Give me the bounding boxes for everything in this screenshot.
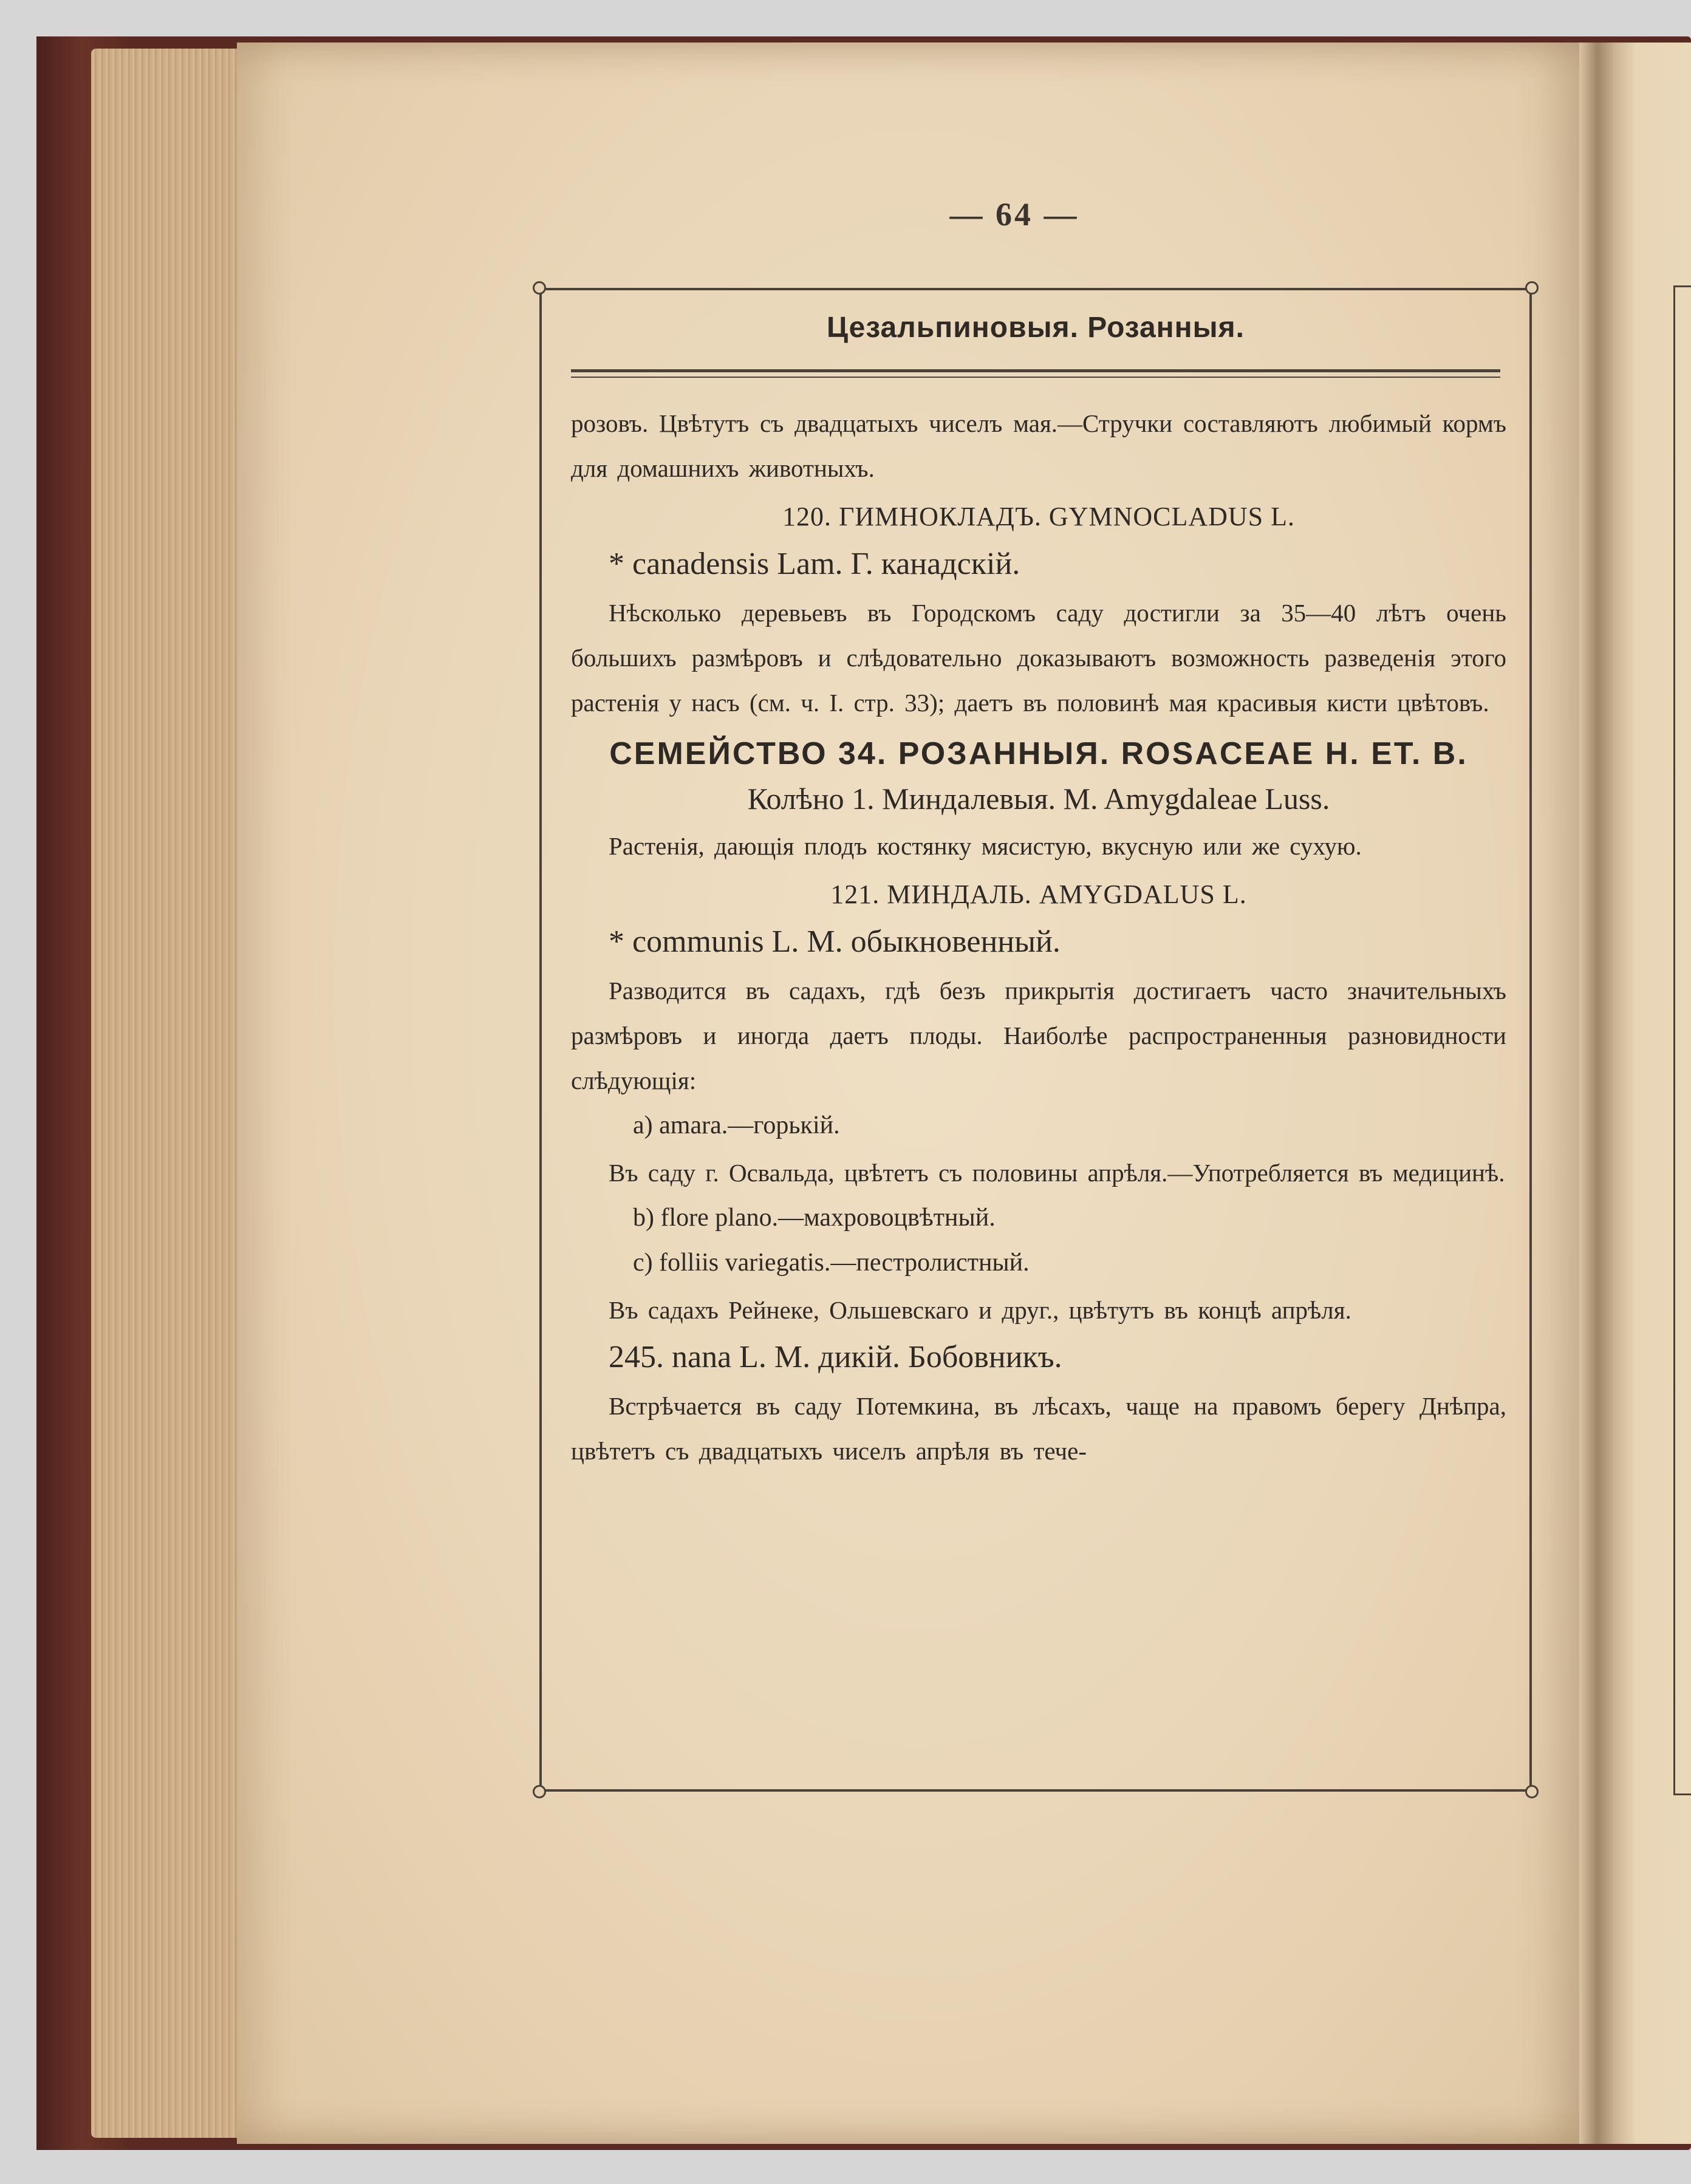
species-canadensis: * canadensis Lam. Г. канадскій.: [609, 547, 1020, 581]
frame-corner-ornament: [1525, 1785, 1539, 1798]
variety-b: b) flore plano.—махровоцвѣтный.: [633, 1204, 996, 1232]
paragraph-canadensis: Нѣсколько деревьевъ въ Городскомъ саду достигли за 35—40 лѣтъ очень большихъ размѣровъ и слѣдовательно доказываютъ возможность разведенія этого растенія у насъ (см. ч. I. стр. 33); даетъ въ половинѣ мая красивыя кисти цвѣтовъ.: [571, 599, 1506, 717]
paragraph-amara: Въ саду г. Освальда, цвѣтетъ съ половины апрѣля.—Употребляется въ медицинѣ.: [609, 1159, 1505, 1187]
genus-heading-121: 121. МИНДАЛЬ. AMYGDALUS L.: [830, 879, 1247, 909]
tribe-heading-1: Колѣно 1. Миндалевыя. M. Amygdaleae Luss.: [747, 782, 1330, 816]
frame-corner-ornament: [533, 1785, 546, 1798]
header-rule-thick: [571, 369, 1500, 372]
header-rule-thin: [571, 377, 1500, 378]
paragraph-continuation: розовъ. Цвѣтутъ съ двадцатыхъ чиселъ мая.—Стручки составляютъ любимый кормъ для домашнихъ животныхъ.: [571, 409, 1506, 482]
page-block-edges: [91, 49, 249, 2138]
paragraph-communis: Разводится въ садахъ, гдѣ безъ прикрытія достигаетъ часто значительныхъ размѣровъ и иногда даетъ плоды. Наиболѣе распространенныя разновидности слѣдующія:: [571, 977, 1506, 1094]
variety-c: c) folliis variegatis.—пестролистный.: [633, 1249, 1030, 1277]
facing-page-frame: [1673, 285, 1691, 1795]
frame-corner-ornament: [1525, 281, 1539, 295]
paragraph-gardens: Въ садахъ Рейнеке, Ольшевскаго и друг., цвѣтутъ въ концѣ апрѣля.: [609, 1296, 1351, 1324]
species-nana: 245. nana L. M. дикій. Бобовникъ.: [609, 1340, 1062, 1374]
family-heading-34: СЕМЕЙСТВО 34. РОЗАННЫЯ. ROSACEAE H. ET. B.: [609, 736, 1468, 771]
page-number: — 64 —: [949, 196, 1079, 233]
paragraph-tribe: Растенія, дающія плодъ костянку мясистую, вкусную или же сухую.: [609, 832, 1362, 860]
page-text: [571, 401, 1506, 1473]
book-gutter: [1579, 43, 1616, 2144]
genus-heading-120: 120. ГИМНОКЛАДЪ. GYMNOCLADUS L.: [782, 502, 1296, 531]
variety-a: a) amara.—горькій.: [633, 1111, 840, 1139]
frame-corner-ornament: [533, 281, 546, 295]
species-communis: * communis L. M. обыкновенный.: [609, 924, 1061, 959]
running-head: Цезальпиновыя. Розанныя.: [826, 312, 1245, 344]
paragraph-nana: Встрѣчается въ саду Потемкина, въ лѣсахъ, чаще на правомъ берегу Днѣпра, цвѣтетъ съ двадцатыхъ чиселъ апрѣля въ тече-: [571, 1392, 1506, 1465]
